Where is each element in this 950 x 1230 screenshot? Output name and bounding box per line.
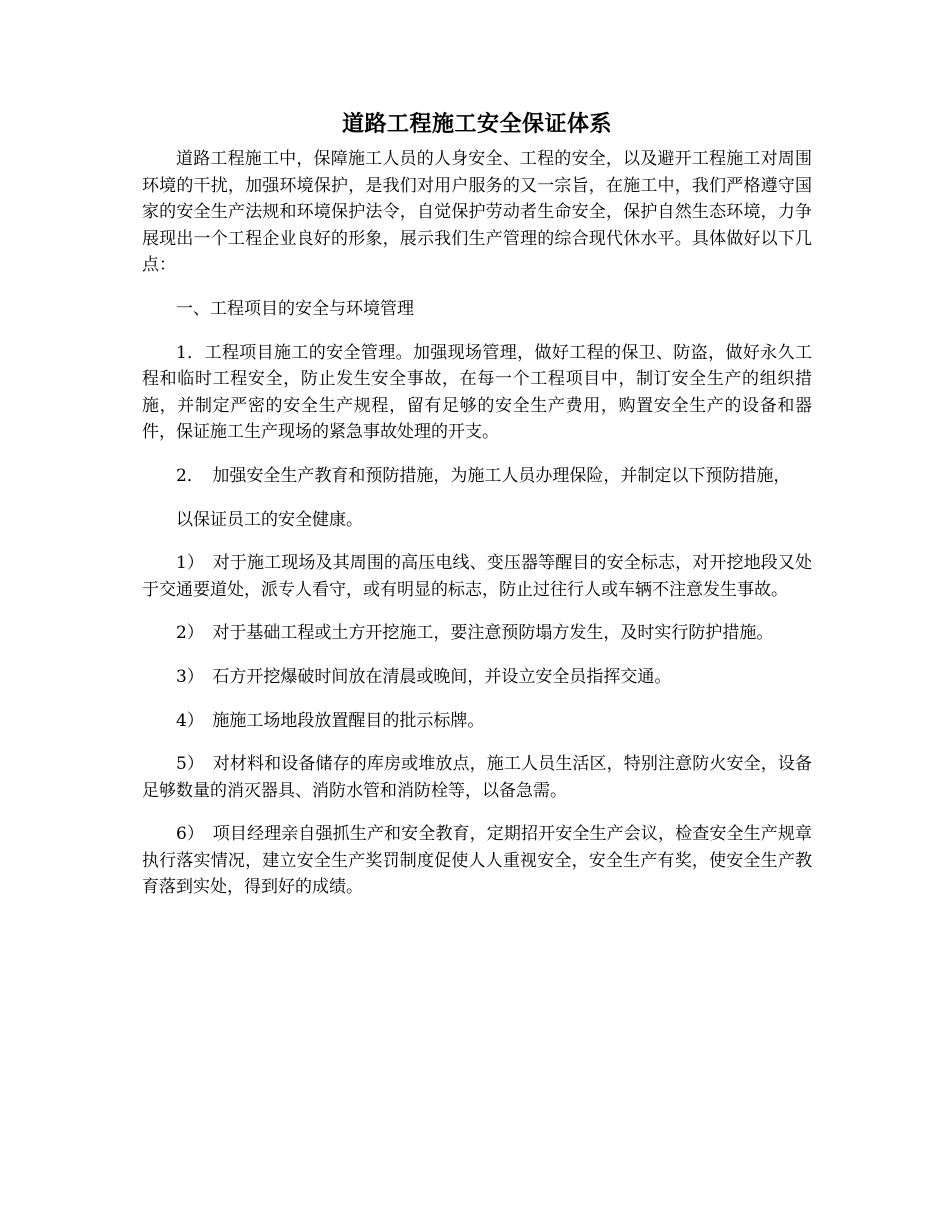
section-heading-1: 一、工程项目的安全与环境管理 [176, 298, 414, 319]
item-2-paragraph: 2． 加强安全生产教育和预防措施，为施工人员办理保险，并制定以下预防措施， [176, 465, 791, 486]
measure-1-paragraph: 1） 对于施工现场及其周围的高压电线、变压器等醒目的安全标志，对开挖地段又处于交通要道处，派专人看守，或有明显的标志，防止过往行人或车辆不注意发生事故。 [142, 553, 812, 600]
document-title: 道路工程施工安全保证体系 [341, 111, 612, 137]
intro-paragraph: 道路工程施工中，保障施工人员的人身安全、工程的安全，以及避开工程施工对周围环境的干扰，加强环境保护，是我们对用户服务的又一宗旨，在施工中，我们严格遵守国家的安全生产法规和环境保护法令，自觉保护劳动者生命安全，保护自然生态环境，力争展现出一个工程企业良好的形象，展示我们生产管理的综合现代休水平。具体做好以下几点： [142, 149, 812, 276]
measure-3-paragraph: 3） 石方开挖爆破时间放在清晨或晚间，并设立安全员指挥交通。 [176, 666, 672, 687]
measure-2-paragraph: 2） 对于基础工程或土方开挖施工，要注意预防塌方发生，及时实行防护措施。 [176, 623, 774, 644]
measure-5-paragraph: 5） 对材料和设备储存的库房或堆放点，施工人员生活区，特别注意防火安全，设备足够数量的消灭器具、消防水管和消防栓等，以备急需。 [142, 754, 812, 801]
item-1-paragraph: 1．工程项目施工的安全管理。加强现场管理，做好工程的保卫、防盗，做好永久工程和临时工程安全，防止发生安全事故，在每一个工程项目中，制订安全生产的组织措施，并制定严密的安全生产规程，留有足够的安全生产费用，购置安全生产的设备和器件，保证施工生产现场的紧急事故处理的开支。 [142, 342, 812, 443]
measure-6-paragraph: 6） 项目经理亲自强抓生产和安全教育，定期招开安全生产会议，检查安全生产规章执行落实情况，建立安全生产奖罚制度促使人人重视安全，安全生产有奖，使安全生产教育落到实处，得到好的成绩。 [142, 824, 812, 898]
document-page [142, 108, 812, 901]
item-2-continuation: 以保证员工的安全健康。 [176, 509, 363, 530]
measure-4-paragraph: 4） 施施工场地段放置醒目的批示标牌。 [176, 710, 485, 731]
